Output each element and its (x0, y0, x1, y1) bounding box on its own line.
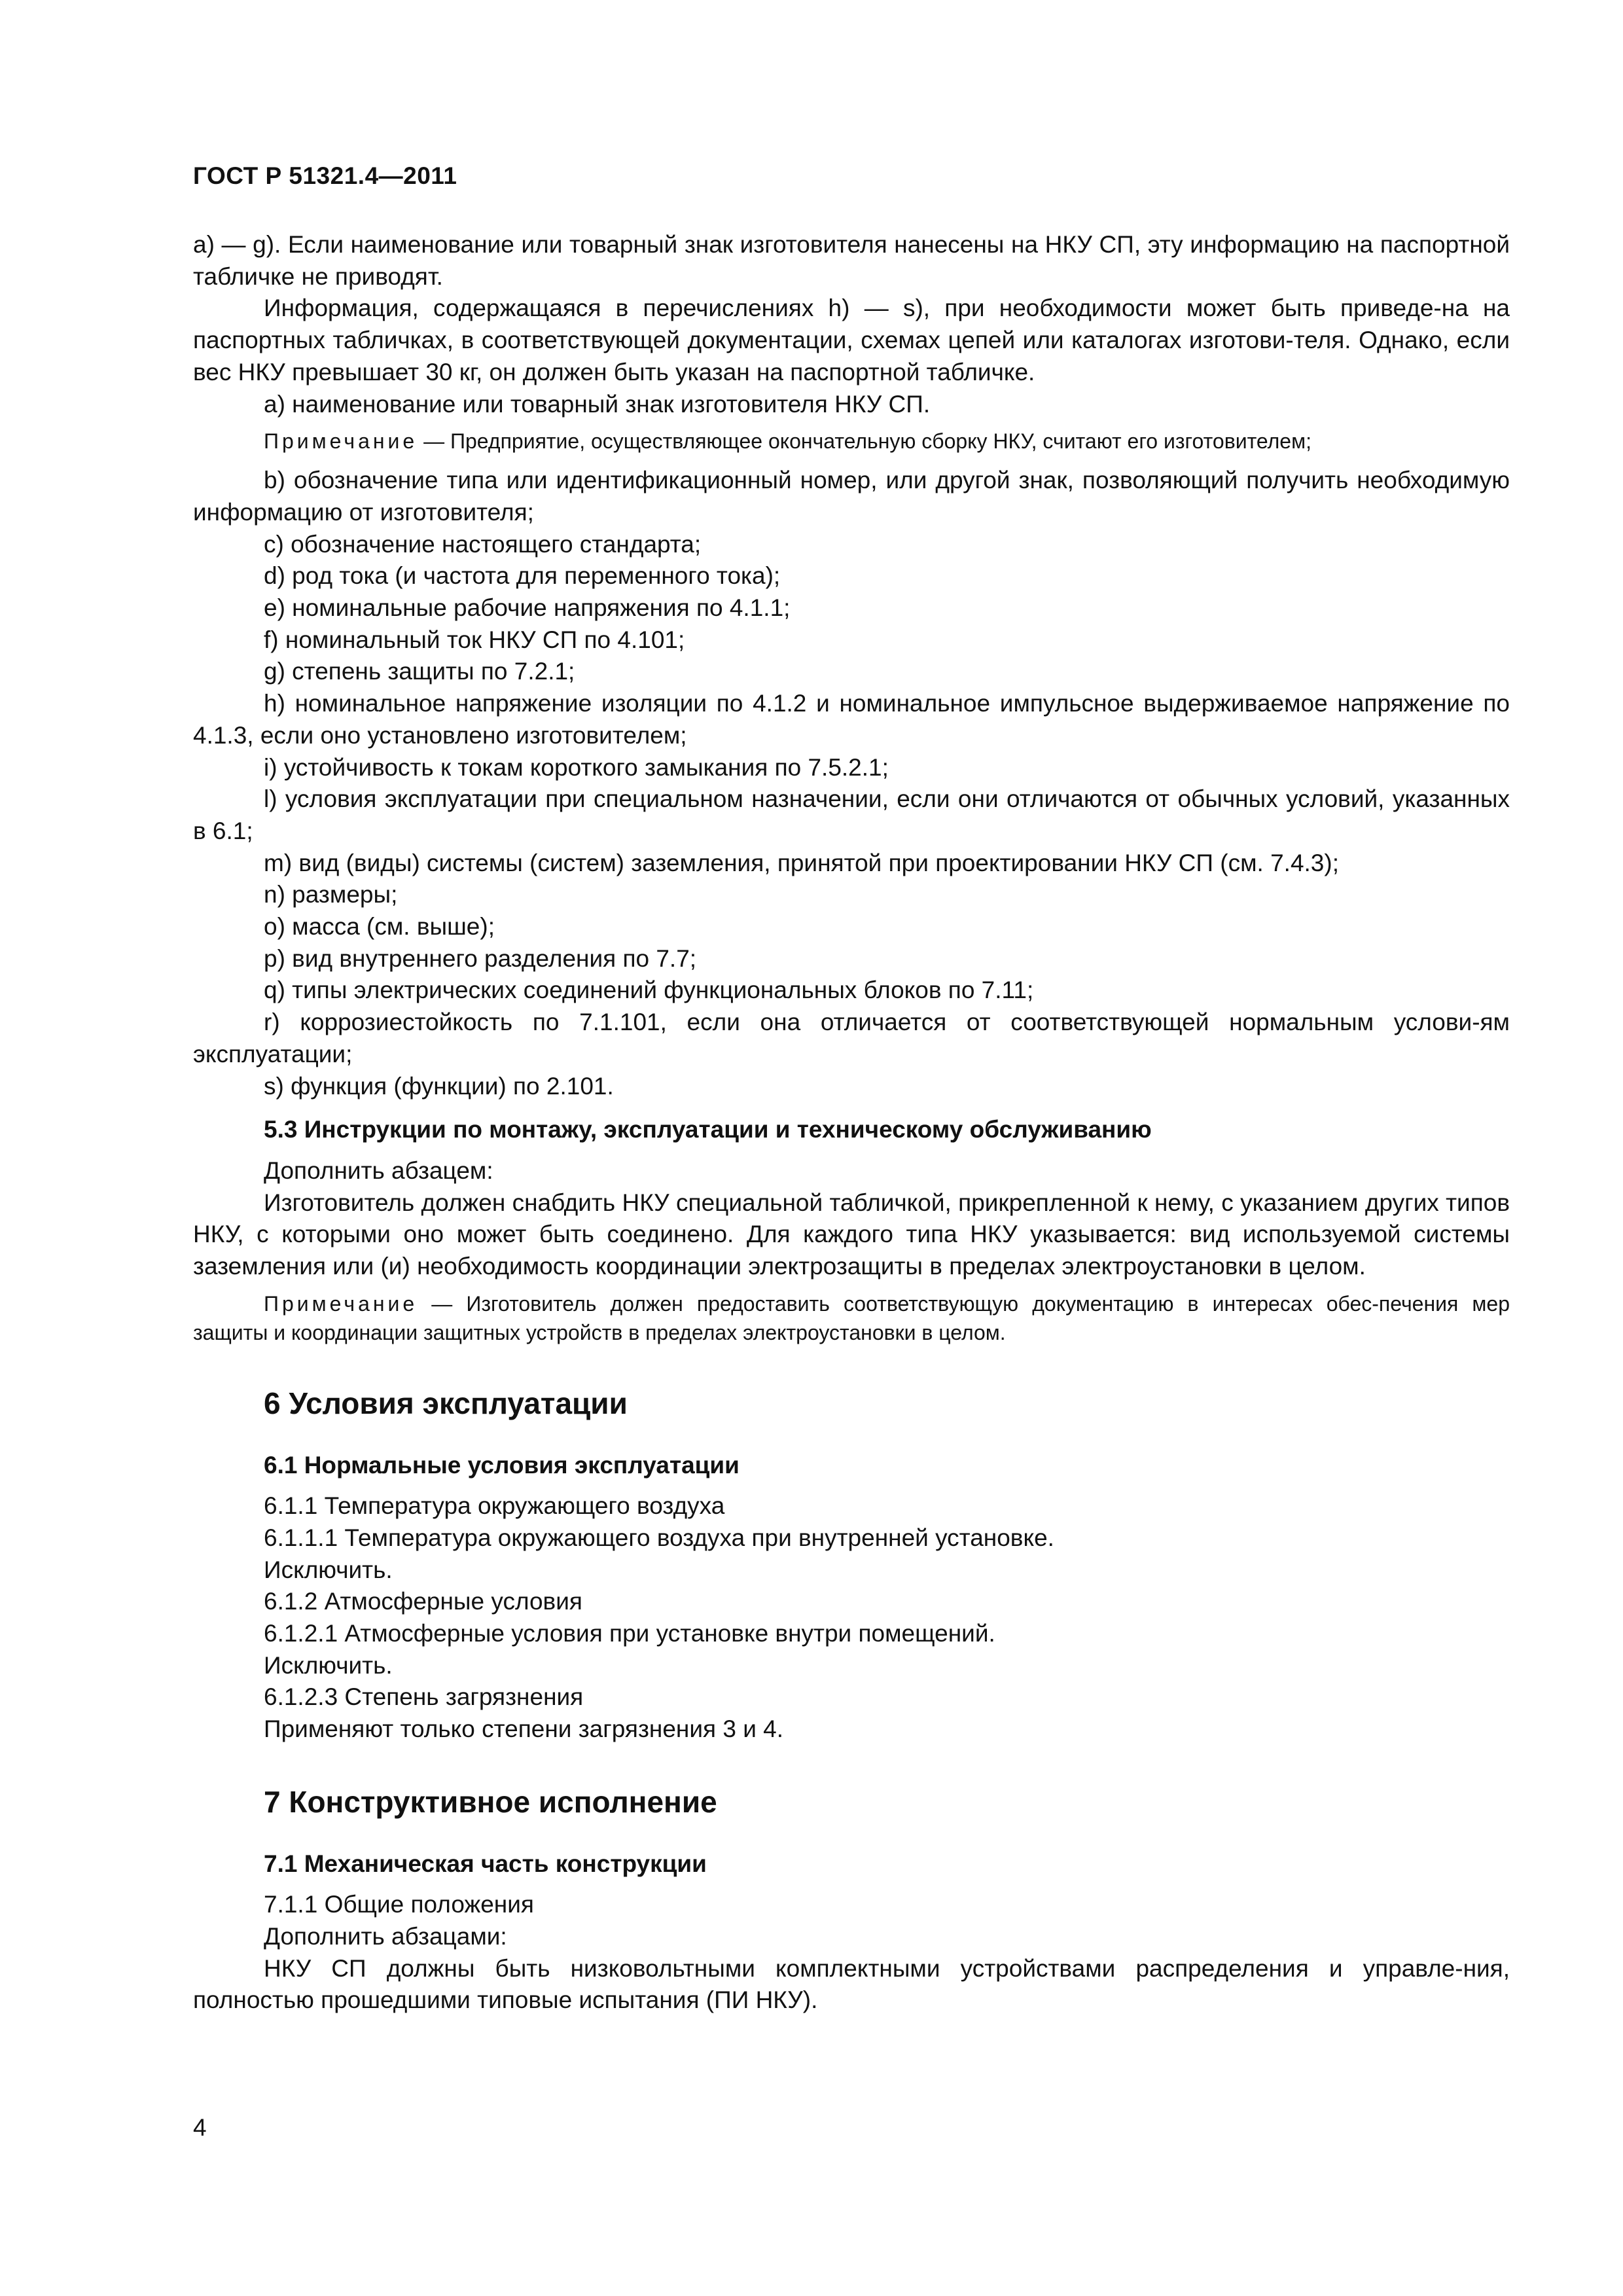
clause-line: Исключить. (264, 1556, 393, 1583)
clause-line: Применяют только степени загрязнения 3 и 4. (264, 1715, 784, 1743)
paragraph: a) — g). Если наименование или товарный знак изготовителя нанесены на НКУ СП, эту информацию на паспортной табличке не приводят. (193, 231, 1510, 290)
list-item: b) обозначение типа или идентификационный номер, или другой знак, позволяющий получить необходимую информацию от изготовителя; (193, 467, 1510, 526)
paragraph: Информация, содержащаяся в перечислениях h) — s), при необходимости может быть приведе-на на паспортных табличках, в соответствующей документации, схемах цепей или каталогах изготови-теля. Однако, если вес НКУ превышает 30 кг, он должен быть указан на паспортной табличке. (193, 295, 1510, 386)
list-item: e) номинальные рабочие напряжения по 4.1.1; (264, 594, 791, 622)
list-item: d) род тока (и частота для переменного тока); (264, 562, 781, 590)
list-item: c) обозначение настоящего стандарта; (264, 530, 702, 558)
list-item: q) типы электрических соединений функциональных блоков по 7.11; (264, 977, 1034, 1004)
clause-line: Исключить. (264, 1651, 393, 1679)
list-item: g) степень защиты по 7.2.1; (264, 658, 575, 685)
chapter-heading: 6 Условия эксплуатации (264, 1386, 628, 1420)
clause-line: 7.1.1 Общие положения (264, 1891, 534, 1918)
list-item: f) номинальный ток НКУ СП по 4.101; (264, 626, 685, 653)
section-heading: 7.1 Механическая часть конструкции (264, 1850, 707, 1877)
list-item: n) размеры; (264, 881, 398, 908)
list-item: o) масса (см. выше); (264, 913, 495, 941)
chapter-heading: 7 Конструктивное исполнение (264, 1784, 717, 1819)
document-header: ГОСТ Р 51321.4—2011 (193, 162, 457, 189)
clause-line: 6.1.1 Температура окружающего воздуха (264, 1492, 725, 1520)
clause-line: 6.1.2.3 Степень загрязнения (264, 1683, 584, 1711)
paragraph: Изготовитель должен снабдить НКУ специальной табличкой, прикрепленной к нему, с указанием других типов НКУ, с которыми оно может быть соединено. Для каждого типа НКУ указывается: вид используемой системы заземления или (и) необходимость координации электрозащиты в пределах электроустановки в целом. (193, 1189, 1510, 1280)
clause-line: 6.1.1.1 Температура окружающего воздуха при внутренней установке. (264, 1524, 1054, 1551)
section-heading: 5.3 Инструкции по монтажу, эксплуатации и техническому обслуживанию (264, 1116, 1152, 1143)
list-item: p) вид внутреннего разделения по 7.7; (264, 944, 697, 972)
page-number: 4 (193, 2114, 207, 2141)
list-item: a) наименование или товарный знак изготовителя НКУ СП. (264, 390, 931, 418)
paragraph: НКУ СП должны быть низковольтными комплектными устройствами распределения и управле-ния, полностью прошедшими типовые испытания (ПИ НКУ). (193, 1954, 1510, 2014)
note (193, 1289, 1510, 1347)
section-heading: 6.1 Нормальные условия эксплуатации (264, 1451, 740, 1479)
note-text: — Изготовитель должен предоставить соответствующую документацию в интересах обес-печения мер защиты и координации защитных устройств в пределах электроустановки в целом. (193, 1291, 1510, 1344)
list-item: r) коррозиестойкость по 7.1.101, если она отличается от соответствующей нормальным услови-ям эксплуатации; (193, 1009, 1510, 1067)
note-text: — Предприятие, осуществляющее окончательную сборку НКУ, считают его изготовителем; (418, 429, 1311, 454)
list-item: s) функция (функции) по 2.101. (264, 1072, 614, 1100)
list-item: l) условия эксплуатации при специальном назначении, если они отличаются от обычных условий, указанных в 6.1; (193, 785, 1510, 844)
list-item: i) устойчивость к токам короткого замыкания по 7.5.2.1; (264, 753, 889, 781)
clause-line: 6.1.2 Атмосферные условия (264, 1588, 582, 1615)
note-label: Примечание (264, 1291, 418, 1316)
clause-line: 6.1.2.1 Атмосферные условия при установке внутри помещений. (264, 1620, 995, 1647)
list-item: m) вид (виды) системы (систем) заземления, принятой при проектировании НКУ СП (см. 7.4.3); (264, 849, 1339, 876)
note (193, 427, 1510, 456)
paragraph: Дополнить абзацем: (264, 1157, 493, 1184)
list-item: h) номинальное напряжение изоляции по 4.1.2 и номинальное импульсное выдерживаемое напряжение по 4.1.3, если оно установлено изготовителем; (193, 690, 1510, 749)
clause-line: Дополнить абзацами: (264, 1922, 507, 1950)
document-body (193, 229, 1510, 2017)
note-label: Примечание (264, 429, 418, 454)
